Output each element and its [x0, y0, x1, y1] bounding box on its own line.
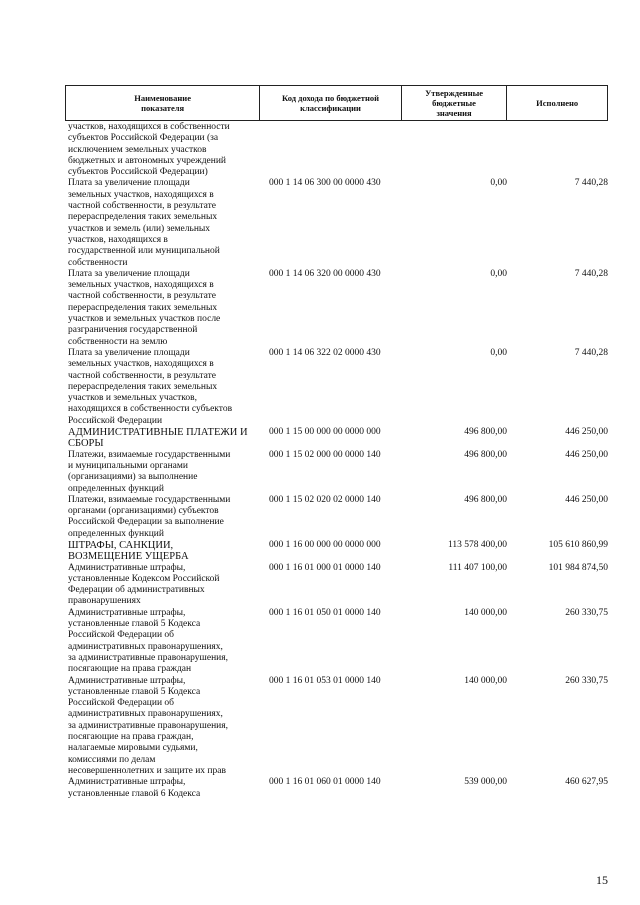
row-code: 000 1 15 00 000 00 0000 000	[269, 427, 381, 438]
table-body	[68, 122, 608, 800]
row-code: 000 1 15 02 020 02 0000 140	[269, 494, 381, 505]
row-executed: 105 610 860,99	[548, 539, 608, 550]
row-name: АДМИНИСТРАТИВНЫЕ ПЛАТЕЖИ И СБОРЫ	[68, 427, 248, 450]
row-code: 000 1 14 06 322 02 0000 430	[269, 347, 381, 358]
row-code: 000 1 15 02 000 00 0000 140	[269, 449, 381, 460]
row-approved: 539 000,00	[464, 777, 507, 788]
table-row	[68, 348, 608, 427]
table-row	[68, 540, 608, 563]
row-approved: 113 578 400,00	[447, 539, 507, 550]
table-row	[68, 608, 608, 676]
row-executed: 101 984 874,50	[548, 562, 608, 573]
row-name: Платежи, взимаемые государственными органами (организациями) субъектов Российской Федерации за выполнение определенных функций	[68, 494, 231, 539]
row-executed: 7 440,28	[574, 347, 608, 358]
table-row	[68, 122, 608, 178]
row-name: Плата за увеличение площади земельных участков, находящихся в частной собственности, в результате перераспределения таких земельных участков и земель (или) земельных участков, находящихся в государственной или муниципальной собственности	[68, 178, 220, 268]
table-header	[65, 85, 608, 121]
table-row	[68, 427, 608, 450]
row-approved: 0,00	[490, 268, 507, 279]
row-code: 000 1 16 00 000 00 0000 000	[269, 539, 381, 550]
header-name: Наименование показателя	[66, 86, 260, 120]
row-executed: 7 440,28	[574, 268, 608, 279]
row-name: Административные штрафы, установленные Кодексом Российской Федерации об административных правонарушениях	[68, 562, 220, 607]
row-approved: 496 800,00	[464, 449, 507, 460]
row-approved: 111 407 100,00	[448, 562, 507, 573]
row-executed	[507, 122, 608, 178]
row-approved: 140 000,00	[464, 607, 507, 618]
row-name: ШТРАФЫ, САНКЦИИ, ВОЗМЕЩЕНИЕ УЩЕРБА	[68, 539, 189, 563]
row-code: 000 1 16 01 053 01 0000 140	[269, 675, 381, 686]
row-name: Плата за увеличение площади земельных участков, находящихся в частной собственности, в результате перераспределения таких земельных участков и земельных участков после разграничения государственной собственности на землю	[68, 268, 221, 347]
row-code: 000 1 14 06 300 00 0000 430	[269, 178, 381, 189]
row-code: 000 1 16 01 000 01 0000 140	[269, 562, 381, 573]
table-row	[68, 450, 608, 495]
row-executed: 446 250,00	[565, 494, 608, 505]
row-name: Административные штрафы, установленные главой 6 Кодекса	[68, 777, 201, 799]
row-approved: 140 000,00	[464, 675, 507, 686]
table-row	[68, 269, 608, 348]
header-executed: Исполнено	[536, 98, 579, 108]
table-row	[68, 178, 608, 268]
table-row	[68, 676, 608, 778]
header-approved: Утвержденные бюджетные значения	[402, 86, 508, 120]
row-executed: 460 627,95	[565, 777, 608, 788]
row-approved: 0,00	[490, 178, 507, 189]
row-approved: 0,00	[490, 347, 507, 358]
header-code: Код дохода по бюджетной классификации	[260, 86, 401, 120]
page-number: 15	[596, 873, 608, 887]
row-executed: 260 330,75	[565, 675, 608, 686]
row-name: Плата за увеличение площади земельных участков, находящихся в частной собственности, в результате перераспределения таких земельных участков и земельных участков, находящихся в собственности субъектов Российской Федерации	[68, 347, 233, 426]
row-code: 000 1 16 01 050 01 0000 140	[269, 607, 381, 618]
table-row	[68, 495, 608, 540]
row-executed: 7 440,28	[574, 178, 608, 189]
row-name: Административные штрафы, установленные главой 5 Кодекса Российской Федерации об административных правонарушениях, за административные правонарушения, посягающие на права граждан	[68, 607, 228, 675]
row-code: 000 1 16 01 060 01 0000 140	[269, 777, 381, 788]
row-name: Платежи, взимаемые государственными и муниципальными органами (организациями) за выполнение определенных функций	[68, 449, 231, 494]
table-row	[68, 777, 608, 800]
row-executed: 446 250,00	[565, 427, 608, 438]
row-executed: 446 250,00	[565, 449, 608, 460]
row-code: 000 1 14 06 320 00 0000 430	[269, 268, 381, 279]
row-name: Административные штрафы, установленные главой 5 Кодекса Российской Федерации об административных правонарушениях, за административные правонарушения, посягающие на права граждан, налагаемые мировыми судьями, комиссиями по делам несовершеннолетних и защите их прав	[68, 675, 228, 776]
table-row	[68, 563, 608, 608]
row-approved	[415, 122, 507, 178]
row-approved: 496 800,00	[464, 494, 507, 505]
row-approved: 496 800,00	[464, 427, 507, 438]
row-executed: 260 330,75	[565, 607, 608, 618]
row-code	[265, 122, 415, 178]
row-name: участков, находящихся в собственности субъектов Российской Федерации (за исключением земельных участков бюджетных и автономных учреждений субъектов Российской Федерации)	[68, 122, 230, 178]
